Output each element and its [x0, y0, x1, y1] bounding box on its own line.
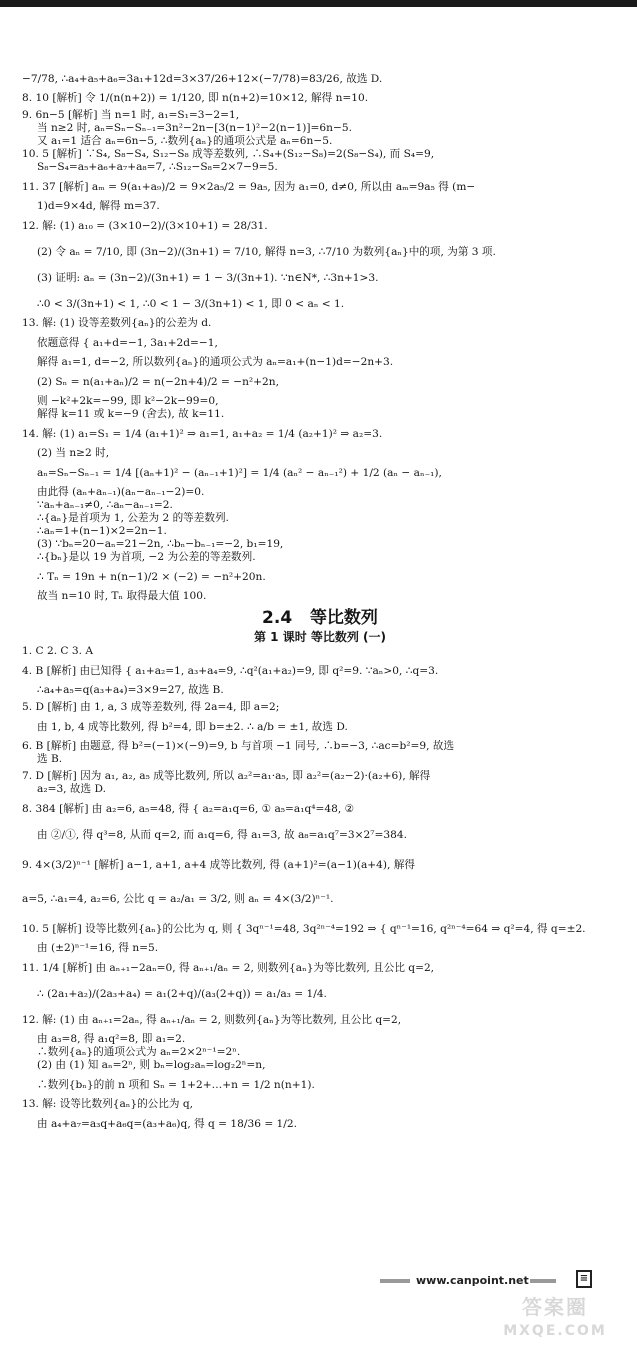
text-line: (3) ∵bₙ=20−aₙ=21−2n, ∴bₙ−bₙ₋₁=−2, b₁=19, [37, 538, 284, 550]
text-line: 5. D [解析] 由 1, a, 3 成等差数列, 得 2a=4, 即 a=2; [22, 701, 280, 713]
section-title [22, 607, 618, 629]
text-line: 则 −k²+2k=−99, 即 k²−2k−99=0, [37, 395, 219, 407]
text-line: 12. 解: (1) a₁₀ = (3×10−2)/(3×10+1) = 28/31. [22, 220, 268, 232]
text-line: 4. B [解析] 由已知得 { a₁+a₂=1, a₃+a₄=9, ∴q²(a₁+a₂)=9, 即 q²=9. ∵aₙ>0, ∴q=3. [22, 665, 439, 677]
text-line: 13. 解: (1) 设等差数列{aₙ}的公差为 d. [22, 317, 212, 329]
text-line: ∴0 < 3/(3n+1) < 1, ∴0 < 1 − 3/(3n+1) < 1, 即 0 < aₙ < 1. [37, 298, 345, 310]
section-number: 2.4 [262, 608, 293, 628]
text-line: 依题意得 { a₁+d=−1, 3a₁+2d=−1, [37, 337, 218, 349]
text-line: 1. C 2. C 3. A [22, 645, 94, 657]
watermark-bottom: MXQE.COM [503, 1323, 607, 1339]
text-line: 10. 5 [解析] 设等比数列{aₙ}的公比为 q, 则 { 3qⁿ⁻¹=48, 3q²ⁿ⁻⁴=192 ⇒ { qⁿ⁻¹=16, q²ⁿ⁻⁴=64 ⇒ q²=4, 得 q=±2. [22, 923, 586, 935]
watermark-top: 答案圈 [522, 1295, 588, 1319]
text-line: 6. B [解析] 由题意, 得 b²=(−1)×(−9)=9, b 与首项 −1 同号, ∴b=−3, ∴ac=b²=9, 故选 [22, 740, 455, 752]
text-line: 解得 k=11 或 k=−9 (舍去), 故 k=11. [37, 408, 225, 420]
text-line: 1)d=9×4d, 解得 m=37. [37, 200, 160, 212]
text-line: (2) 当 n≥2 时, [37, 447, 110, 459]
text-line: 14. 解: (1) a₁=S₁ = 1/4 (a₁+1)² ⇒ a₁=1, a₁+a₂ = 1/4 (a₂+1)² ⇒ a₂=3. [22, 428, 383, 440]
text-line: a₂=3, 故选 D. [37, 783, 106, 795]
text-line: 由 ②/①, 得 q³=8, 从而 q=2, 而 a₁q=6, 得 a₁=3, 故 a₈=a₁q⁷=3×2⁷=384. [37, 829, 407, 841]
text-line: 由此得 (aₙ+aₙ₋₁)(aₙ−aₙ₋₁−2)=0. [37, 486, 205, 498]
text-line: 8. 384 [解析] 由 a₂=6, a₅=48, 得 { a₂=a₁q=6, ① a₅=a₁q⁴=48, ② [22, 803, 355, 815]
text-line: 解得 a₁=1, d=−2, 所以数列{aₙ}的通项公式为 aₙ=a₁+(n−1)d=−2n+3. [37, 356, 394, 368]
text-line: ∵aₙ+aₙ₋₁≠0, ∴aₙ−aₙ₋₁=2. [37, 499, 173, 511]
footer-url: www.canpoint.net [416, 1274, 529, 1287]
text-line: 由 a₃=8, 得 a₁q²=8, 即 a₁=2. [37, 1033, 186, 1045]
text-line: 11. 37 [解析] aₘ = 9(a₁+a₉)/2 = 9×2a₅/2 = 9a₅, 因为 a₁=0, d≠0, 所以由 aₘ=9a₅ 得 (m− [22, 181, 476, 193]
text-line: ∴ Tₙ = 19n + n(n−1)/2 × (−2) = −n²+20n. [37, 571, 266, 583]
text-line: ∴{bₙ}是以 19 为首项, −2 为公差的等差数列. [37, 551, 256, 563]
text-line: 当 n≥2 时, aₙ=Sₙ−Sₙ₋₁=3n²−2n−[3(n−1)²−2(n−1)]=6n−5. [37, 122, 352, 134]
text-line: (2) Sₙ = n(a₁+aₙ)/2 = n(−2n+4)/2 = −n²+2n, [37, 376, 279, 388]
text-line: ∴aₙ=1+(n−1)×2=2n−1. [37, 525, 167, 537]
footer-decoration [530, 1279, 556, 1283]
watermark [480, 1292, 630, 1347]
text-line: (3) 证明: aₙ = (3n−2)/(3n+1) = 1 − 3/(3n+1). ∵n∈N*, ∴3n+1>3. [37, 272, 379, 284]
text-line: 13. 解: 设等比数列{aₙ}的公比为 q, [22, 1098, 193, 1110]
text-line: 9. 6n−5 [解析] 当 n=1 时, a₁=S₁=3−2=1, [22, 109, 240, 121]
text-line: 10. 5 [解析] ∵S₄, S₈−S₄, S₁₂−S₈ 成等差数列, ∴S₄+(S₁₂−S₈)=2(S₈−S₄), 而 S₄=9, [22, 148, 435, 160]
text-line: 7. D [解析] 因为 a₁, a₂, a₅ 成等比数列, 所以 a₂²=a₁·a₅, 即 a₂²=(a₂−2)·(a₂+6), 解得 [22, 770, 431, 782]
text-line: S₈−S₄=a₅+a₆+a₇+a₈=7, ∴S₁₂−S₈=2×7−9=5. [37, 161, 278, 173]
page-footer [380, 1272, 610, 1292]
text-line: 8. 10 [解析] 令 1/(n(n+2)) = 1/120, 即 n(n+2)=10×12, 解得 n=10. [22, 92, 369, 104]
lesson-subtitle: 第 1 课时 等比数列 (一) [253, 630, 387, 644]
text-line: 由 (±2)ⁿ⁻¹=16, 得 n=5. [37, 942, 159, 954]
text-line: ∴a₄+a₅=q(a₃+a₄)=3×9=27, 故选 B. [37, 684, 224, 696]
text-line: a=5, ∴a₁=4, a₂=6, 公比 q = a₂/a₁ = 3/2, 则 aₙ = 4×(3/2)ⁿ⁻¹. [22, 893, 334, 905]
text-line: ∴数列{bₙ}的前 n 项和 Sₙ = 1+2+…+n = 1/2 n(n+1). [37, 1079, 315, 1091]
text-line: 由 a₄+a₇=a₃q+a₆q=(a₃+a₆)q, 得 q = 18/36 = 1/2. [37, 1118, 297, 1130]
text-line: 故当 n=10 时, Tₙ 取得最大值 100. [37, 590, 207, 602]
answer-page [22, 66, 618, 1137]
text-line: 又 a₁=1 适合 aₙ=6n−5, ∴数列{aₙ}的通项公式是 aₙ=6n−5. [37, 135, 333, 147]
text-line: ∴数列{aₙ}的通项公式为 aₙ=2×2ⁿ⁻¹=2ⁿ. [37, 1046, 241, 1058]
text-line: aₙ=Sₙ−Sₙ₋₁ = 1/4 [(aₙ+1)² − (aₙ₋₁+1)²] = 1/4 (aₙ² − aₙ₋₁²) + 1/2 (aₙ − aₙ₋₁), [37, 467, 442, 479]
section-name: 等比数列 [309, 608, 378, 628]
top-border [0, 0, 637, 7]
text-line: 选 B. [37, 753, 63, 765]
footer-decoration [380, 1279, 410, 1283]
text-line: (2) 令 aₙ = 7/10, 即 (3n−2)/(3n+1) = 7/10, 解得 n=3, ∴7/10 为数列{aₙ}中的项, 为第 3 项. [37, 246, 496, 258]
text-line: 9. 4×(3/2)ⁿ⁻¹ [解析] a−1, a+1, a+4 成等比数列, 得 (a+1)²=(a−1)(a+4), 解得 [22, 859, 415, 871]
text-line: 12. 解: (1) 由 aₙ₊₁=2aₙ, 得 aₙ₊₁/aₙ = 2, 则数列{aₙ}为等比数列, 且公比 q=2, [22, 1014, 402, 1026]
text-line: 11. 1/4 [解析] 由 aₙ₊₁−2aₙ=0, 得 aₙ₊₁/aₙ = 2, 则数列{aₙ}为等比数列, 且公比 q=2, [22, 962, 435, 974]
text-line: ∴{aₙ}是首项为 1, 公差为 2 的等差数列. [37, 512, 229, 524]
text-line: (2) 由 (1) 知 aₙ=2ⁿ, 则 bₙ=log₂aₙ=log₂2ⁿ=n, [37, 1059, 266, 1071]
text-line: 由 1, b, 4 成等比数列, 得 b²=4, 即 b=±2. ∴ a/b = ±1, 故选 D. [37, 721, 348, 733]
book-icon: ≡ [576, 1270, 592, 1288]
text-line: −7/78, ∴a₄+a₅+a₆=3a₁+12d=3×37/26+12×(−7/78)=83/26, 故选 D. [22, 73, 383, 85]
text-line: ∴ (2a₁+a₂)/(2a₃+a₄) = a₁(2+q)/(a₃(2+q)) = a₁/a₃ = 1/4. [37, 988, 327, 1000]
